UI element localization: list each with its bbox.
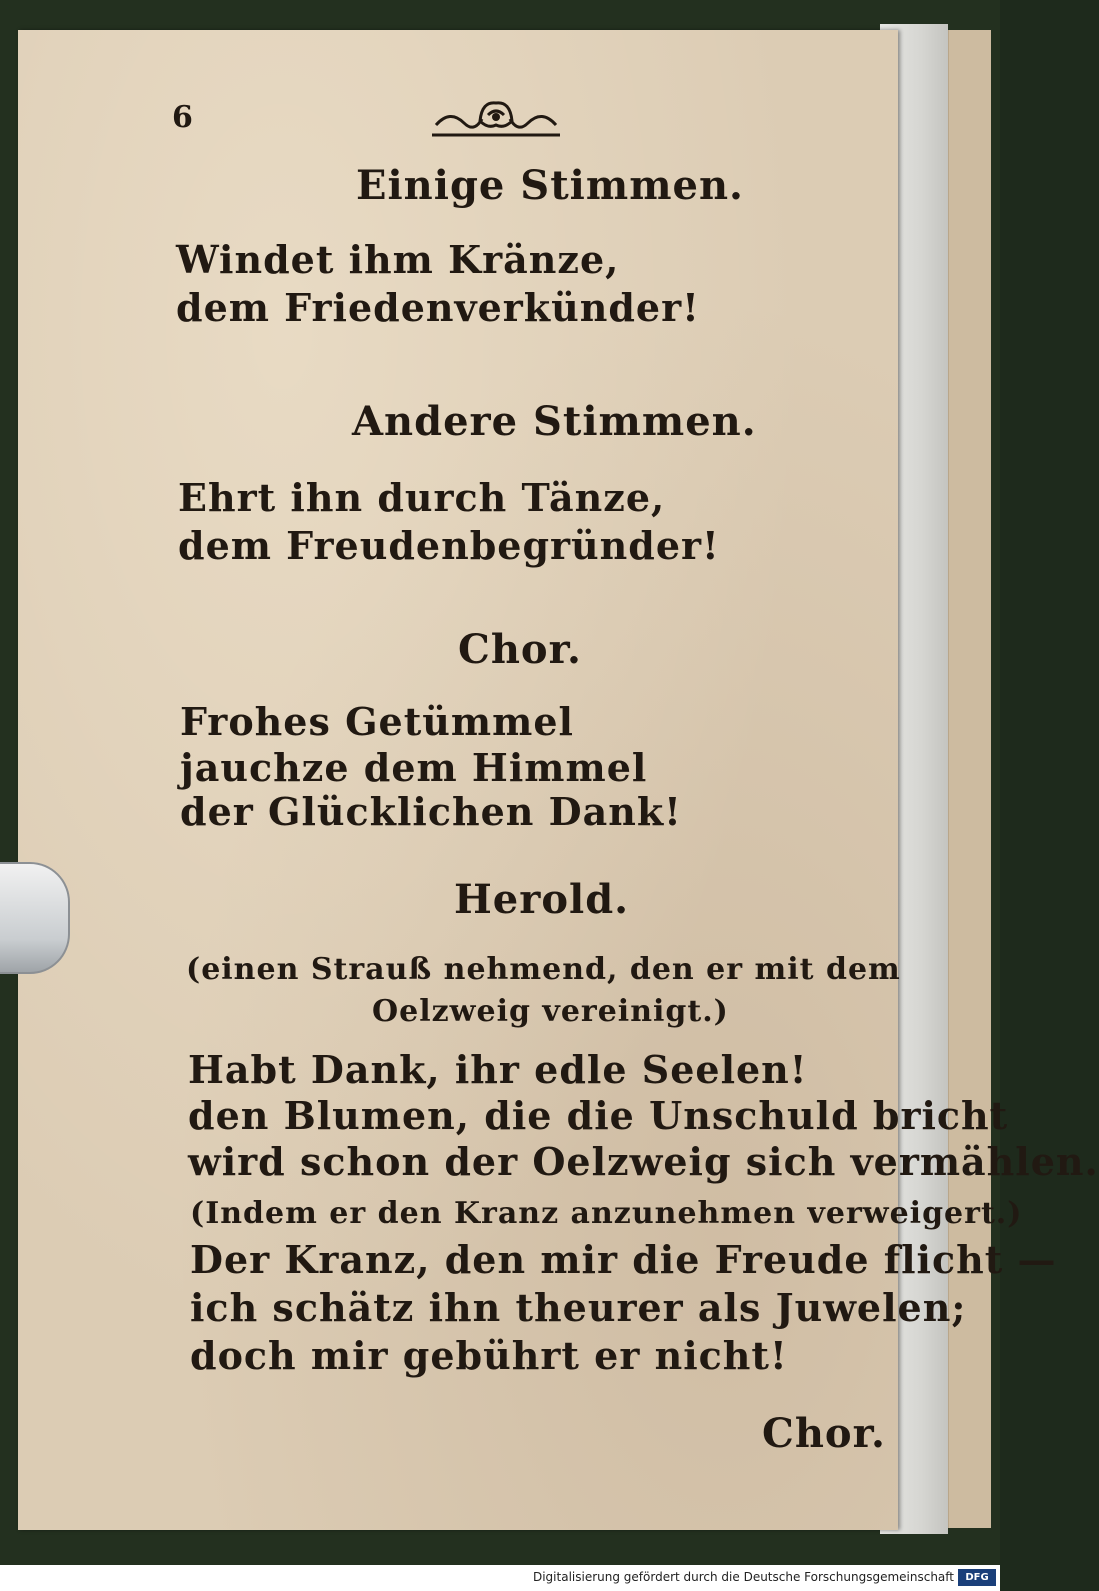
verse-line: ich schätz ihn theurer als Juwelen; — [190, 1285, 967, 1330]
page-clip — [0, 862, 70, 974]
speaker-heading: Andere Stimmen. — [352, 398, 757, 445]
verse-line: wird schon der Oelzweig sich vermählen. — [188, 1139, 1099, 1184]
speaker-heading: Einige Stimmen. — [356, 162, 744, 209]
stage-direction: (einen Strauß nehmend, den er mit dem — [186, 952, 901, 987]
stage-direction: Oelzweig vereinigt.) — [372, 994, 729, 1029]
footer-credit: Digitalisierung gefördert durch die Deutsche Forschungsgemeinschaft — [532, 1570, 954, 1584]
verse-line: dem Freudenbegründer! — [178, 523, 720, 568]
ornament-icon — [430, 95, 562, 143]
verse-line: Der Kranz, den mir die Freude flicht — — [190, 1237, 1057, 1282]
verse-line: Windet ihm Kränze, — [176, 237, 620, 282]
page-number: 6 — [172, 100, 193, 135]
speaker-heading: Chor. — [458, 626, 582, 673]
verse-line: der Glücklichen Dank! — [180, 789, 682, 834]
footer-bar — [0, 1565, 1000, 1591]
stage-direction: (Indem er den Kranz anzunehmen verweigert.) — [190, 1196, 1023, 1231]
dfg-logo: DFG — [958, 1569, 996, 1586]
verse-line: doch mir gebührt er nicht! — [190, 1333, 788, 1378]
verse-line: jauchze dem Himmel — [180, 745, 648, 790]
verse-line: Frohes Getümmel — [180, 699, 574, 744]
verse-line: Habt Dank, ihr edle Seelen! — [188, 1047, 808, 1092]
verse-line: dem Friedenverkünder! — [176, 285, 700, 330]
speaker-heading: Herold. — [454, 876, 630, 923]
catchword: Chor. — [762, 1410, 886, 1457]
verse-line: den Blumen, die die Unschuld bricht — [188, 1093, 1009, 1138]
verse-line: Ehrt ihn durch Tänze, — [178, 475, 666, 520]
